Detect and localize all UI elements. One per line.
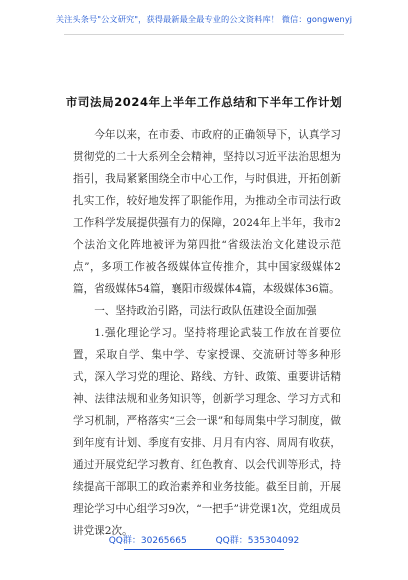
header-banner: 关注头条号"公文研究"，获得最新最全最专业的公文资料库！ 微信：gongwenyj: [55, 14, 353, 24]
qq-group-2: QQ群：535304092: [215, 536, 300, 546]
document-title: 市司法局2024年上半年工作总结和下半年工作计划: [65, 95, 343, 109]
document-body: [73, 124, 341, 542]
footer-contact: [0, 533, 408, 546]
qq-group-1: QQ群：30265665: [108, 536, 187, 546]
header-divider: [64, 34, 344, 35]
intro-paragraph: 今年以来，在市委、市政府的正确领导下，认真学习贯彻党的二十大系列全会精神，坚持以习近平法治思想为指引，我局紧紧围绕全市中心工作，与时俱进，开拓创新扎实工作，较好地发挥了职能作用，为推动全市司法行政工作科学发展提供强有力的保障，2024年上半年，我市2个法治文化阵地被评为第四批“省级法治文化建设示范点”，多项工作被各级媒体宣传推介，其中国家级媒体2篇，省级媒体54篇，襄阳市级媒体4篇，本级媒体36篇。: [73, 129, 341, 295]
footer-underline: [124, 549, 284, 550]
body-paragraph: 1.强化理论学习。坚持将理论武装工作放在首要位置，采取自学、集中学、专家授课、交流研讨等多种形式，深入学习党的理论、路线、方针、政策、重要讲话精神、法律法规和业务知识等，创新学习理念、学习方式和学习机制，严格落实“三会一课”和每周集中学习制度，做到年度有计划、季度有安排、月月有内容、周周有收获，通过开展党纪学习教育、红色教育、以会代训等形式，持续提高干部职工的政治素养和业务技能。截至目前，开展理论学习中心组学习9次，“一把手”讲党课1次，党组成员讲党课2次。: [73, 327, 341, 537]
section-heading: 一、坚持政治引路，司法行政队伍建设全面加强: [94, 305, 317, 317]
